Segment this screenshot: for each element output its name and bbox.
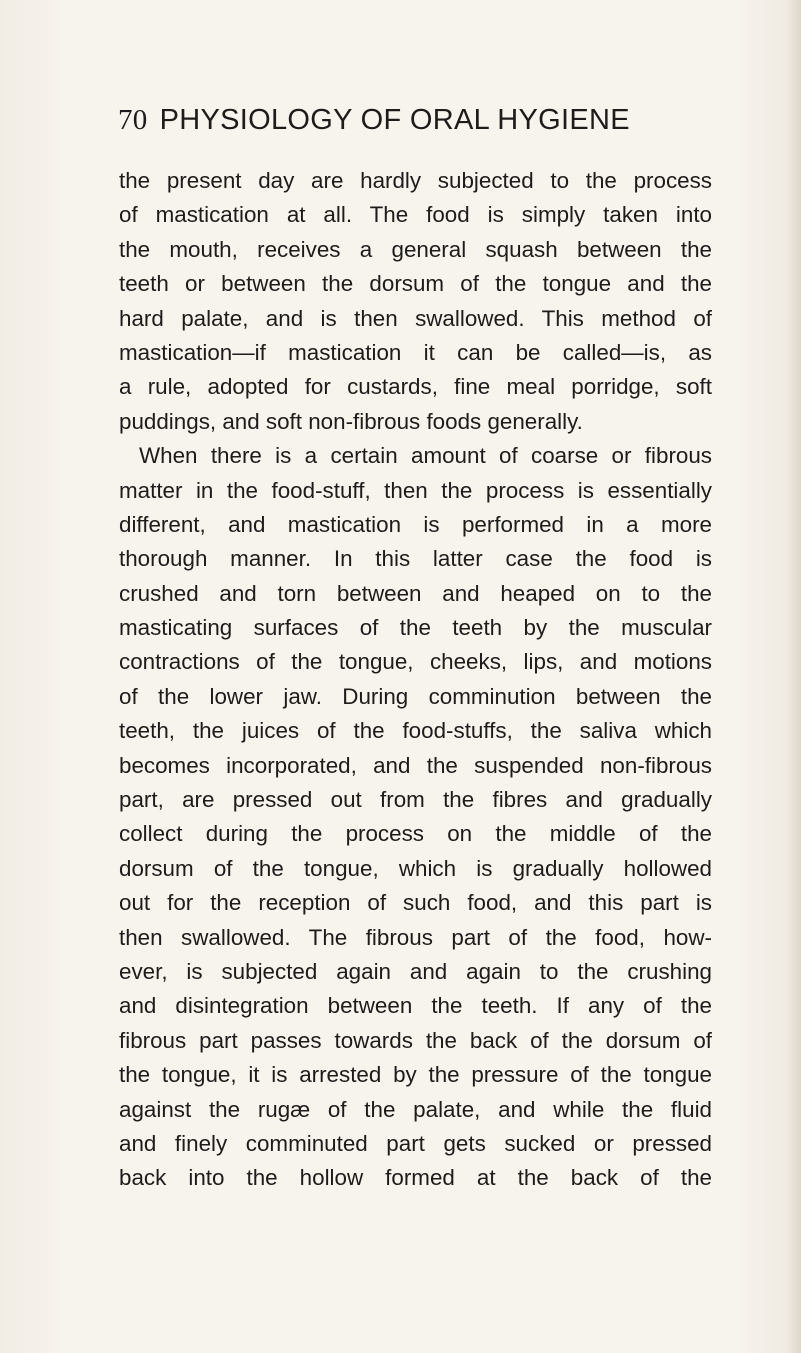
text-line: thorough manner. In this latter case the food is bbox=[119, 546, 712, 572]
text-line: of the lower jaw. During comminution between the bbox=[119, 683, 712, 709]
text-line: then swallowed. The fibrous part of the food, how- bbox=[119, 924, 712, 950]
text-line: becomes incorporated, and the suspended non-fibrous bbox=[119, 752, 712, 778]
text-line: matter in the food-stuff, then the process is essentially bbox=[119, 477, 712, 503]
paragraph-start-line: When there is a certain amount of coarse or fibrous bbox=[139, 443, 712, 469]
running-title: PHYSIOLOGY OF ORAL HYGIENE bbox=[159, 104, 630, 136]
text-line: the present day are hardly subjected to the process bbox=[119, 168, 712, 193]
text-line: dorsum of the tongue, which is gradually hollowed bbox=[119, 855, 712, 881]
text-line: mastication—if mastication it can be called—is, as bbox=[119, 339, 712, 365]
text-line: masticating surfaces of the teeth by the muscular bbox=[119, 615, 712, 641]
text-line: out for the reception of such food, and this part is bbox=[119, 890, 712, 916]
text-line: collect during the process on the middle of the bbox=[119, 821, 712, 847]
text-line: part, are pressed out from the fibres and gradually bbox=[119, 787, 712, 813]
page-edge-shadow bbox=[787, 0, 801, 1353]
text-line: against the rugæ of the palate, and while the fluid bbox=[119, 1096, 712, 1122]
running-head bbox=[118, 104, 718, 137]
text-line: contractions of the tongue, cheeks, lips, and motions bbox=[119, 649, 712, 675]
text-line: of mastication at all. The food is simply taken into bbox=[119, 202, 712, 228]
page-number: 70 bbox=[118, 104, 148, 136]
text-line: the tongue, it is arrested by the pressure of the tongue bbox=[119, 1062, 712, 1088]
text-line: teeth, the juices of the food-stuffs, the saliva which bbox=[119, 718, 712, 744]
text-line: and finely comminuted part gets sucked or pressed bbox=[119, 1130, 712, 1156]
body-text bbox=[119, 164, 712, 1196]
text-line: back into the hollow formed at the back of the bbox=[119, 1165, 712, 1191]
paragraph-end-line: puddings, and soft non-fibrous foods generally. bbox=[119, 408, 583, 434]
text-line: and disintegration between the teeth. If any of the bbox=[119, 993, 712, 1019]
text-line: ever, is subjected again and again to the crushing bbox=[119, 958, 712, 984]
text-line: crushed and torn between and heaped on to the bbox=[119, 580, 712, 606]
text-line: the mouth, receives a general squash between the bbox=[119, 236, 712, 262]
text-line: hard palate, and is then swallowed. This method of bbox=[119, 305, 712, 331]
text-line: a rule, adopted for custards, fine meal porridge, soft bbox=[119, 374, 712, 400]
text-line: different, and mastication is performed in a more bbox=[119, 511, 712, 537]
text-line: fibrous part passes towards the back of the dorsum of bbox=[119, 1027, 712, 1053]
text-line: teeth or between the dorsum of the tongue and the bbox=[119, 271, 712, 297]
